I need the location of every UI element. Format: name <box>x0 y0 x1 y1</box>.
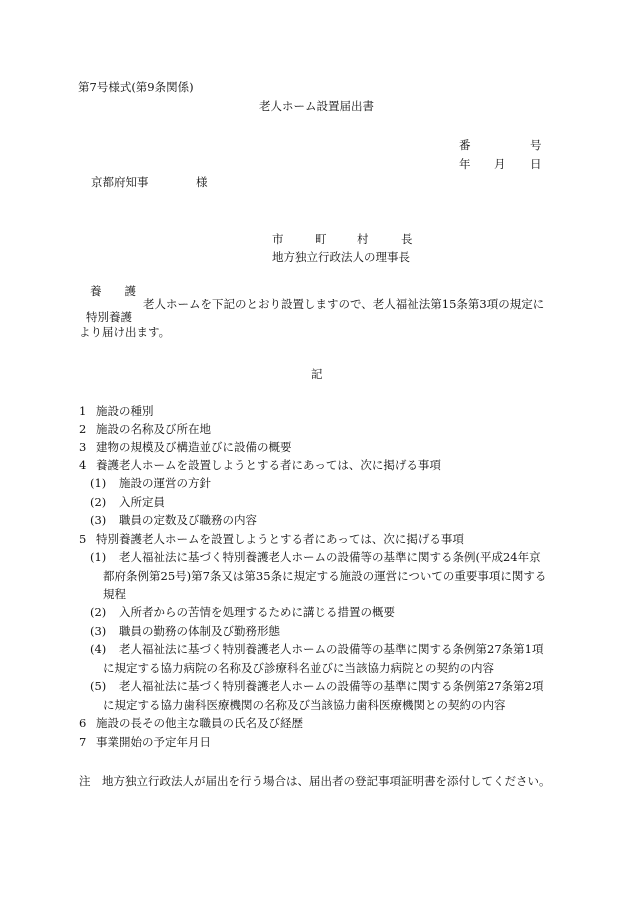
applicant-village: 村 <box>357 232 369 246</box>
item-text: 施設の長その他主な職員の氏名及び経歴 <box>96 716 303 730</box>
item-text: 施設の運営の方針 <box>119 476 211 490</box>
date-month: 月 <box>494 157 506 171</box>
date-day: 日 <box>530 157 542 171</box>
item-number: 2 <box>79 422 87 436</box>
addressee-name: 京都府知事 <box>91 175 149 189</box>
item-text: 職員の定数及び職務の内容 <box>119 513 257 527</box>
item-number: 1 <box>79 404 87 418</box>
item-number: (3) <box>90 624 107 638</box>
body-option-tokubetsu: 特別養護 <box>86 310 132 324</box>
item-text: 事業開始の予定年月日 <box>96 735 211 749</box>
item-number: (2) <box>90 495 107 509</box>
item-number: (1) <box>90 550 107 564</box>
applicant-corp: 地方独立行政法人の理事長 <box>272 250 410 264</box>
item-text: 入所者からの苦情を処理するために講じる措置の概要 <box>119 605 395 619</box>
item-text: 養護老人ホームを設置しようとする者にあっては、次に掲げる事項 <box>96 458 441 472</box>
body-line-2: より届け出ます。 <box>79 325 171 339</box>
item-text: 老人福祉法に基づく特別養護老人ホームの設備等の基準に関する条例第27条第2項 <box>119 679 544 693</box>
number-label: 番 <box>459 138 471 152</box>
note-text: 地方独立行政法人が届出を行う場合は、届出者の登記事項証明書を添付してください。 <box>102 774 551 788</box>
item-text: 職員の勤務の体制及び勤務形態 <box>119 624 280 638</box>
item-number: (5) <box>90 679 107 693</box>
item-number: 4 <box>79 458 87 472</box>
date-year: 年 <box>459 157 471 171</box>
applicant-head: 長 <box>401 232 413 246</box>
applicant-town: 町 <box>315 232 327 246</box>
item-number: (4) <box>90 642 107 656</box>
item-text: 建物の規模及び構造並びに設備の概要 <box>96 440 292 454</box>
form-number: 第7号様式(第9条関係) <box>78 80 194 94</box>
item-number: 7 <box>79 735 87 749</box>
item-number: 5 <box>79 532 87 546</box>
addressee-honorific: 様 <box>196 175 208 189</box>
item-text: 都府条例第25号)第7条又は第35条に規定する施設の運営についての重要事項に関する <box>103 569 547 583</box>
item-text: に規定する協力歯科医療機関の名称及び当該協力歯科医療機関との契約の内容 <box>103 698 506 712</box>
note-label: 注 <box>79 774 91 788</box>
item-text: 老人福祉法に基づく特別養護老人ホームの設備等の基準に関する条例(平成24年京 <box>119 550 541 564</box>
body-line-1: 老人ホームを下記のとおり設置しますので、老人福祉法第15条第3項の規定に <box>143 297 545 311</box>
item-text: 施設の種別 <box>96 404 154 418</box>
item-text: 入所定員 <box>119 495 165 509</box>
body-option-yogo: 養 護 <box>90 284 136 298</box>
item-text: 規程 <box>103 587 126 601</box>
item-number: (2) <box>90 605 107 619</box>
applicant-city: 市 <box>272 232 284 246</box>
item-text: に規定する協力病院の名称及び診療科名並びに当該協力病院との契約の内容 <box>103 661 494 675</box>
item-number: (1) <box>90 476 107 490</box>
item-number: 6 <box>79 716 87 730</box>
ki-heading: 記 <box>311 367 323 381</box>
document-title: 老人ホーム設置届出書 <box>259 99 374 113</box>
item-text: 施設の名称及び所在地 <box>96 422 211 436</box>
item-text: 特別養護老人ホームを設置しようとする者にあっては、次に掲げる事項 <box>96 532 464 546</box>
number-suffix: 号 <box>530 138 542 152</box>
item-text: 老人福祉法に基づく特別養護老人ホームの設備等の基準に関する条例第27条第1項 <box>119 642 544 656</box>
item-number: 3 <box>79 440 87 454</box>
item-number: (3) <box>90 513 107 527</box>
